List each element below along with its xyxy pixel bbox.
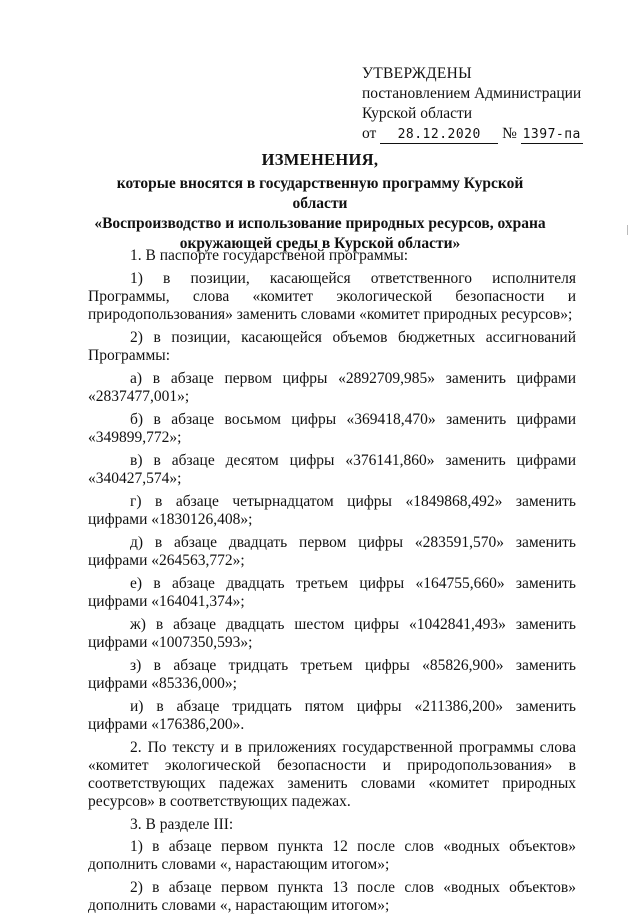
title-line-3: окружающей среды в Курской области» [179, 235, 461, 252]
paragraph-14: 3. В разделе III: [130, 816, 234, 833]
approval-block [362, 64, 602, 144]
decree-date: 28.12.2020 [380, 127, 498, 144]
approval-date-line [362, 124, 602, 144]
paragraph-8: д) в абзаце двадцать первом цифры «283591,570» заменить цифрами «264563,772»; [88, 534, 576, 569]
document-title [88, 150, 552, 254]
margin-mark [627, 225, 631, 235]
approval-decree: постановлением Администрации [362, 85, 582, 102]
paragraph-1: 1. В паспорте государственой программы: [130, 247, 409, 264]
title-line-1: которые вносятся в государственную программу Курской области [116, 175, 524, 212]
title-line-2: «Воспроизводство и использование природных ресурсов, охрана [94, 215, 546, 232]
paragraph-4: а) в абзаце первом цифры «2892709,985» заменить цифрами «2837477,001»; [88, 370, 576, 405]
paragraph-3: 2) в позиции, касающейся объемов бюджетных ассигнований Программы: [88, 329, 576, 364]
paragraph-9: е) в абзаце двадцать третьем цифры «164755,660» заменить цифрами «164041,374»; [88, 575, 576, 610]
number-label: № [502, 125, 517, 142]
approval-region: Курской области [362, 105, 473, 122]
paragraph-5: б) в абзаце восьмом цифры «369418,470» заменить цифрами «349899,772»; [88, 411, 576, 446]
paragraph-13: 2. По тексту и в приложениях государственной программы слова «комитет экологической безопасности и природопользования» в соответствующих падежах заменить словами «комитет природных ресурсов» в соответствующих падежах. [88, 739, 576, 810]
paragraph-6: в) в абзаце десятом цифры «376141,860» заменить цифрами «340427,574»; [88, 452, 576, 487]
decree-number: 1397-па [522, 127, 581, 142]
from-label: от [362, 125, 377, 142]
paragraph-7: г) в абзаце четырнадцатом цифры «1849868,492» заменить цифрами «1830126,408»; [88, 493, 576, 528]
paragraph-11: з) в абзаце тридцать третьем цифры «85826,900» заменить цифрами «85336,000»; [88, 657, 576, 692]
paragraph-12: и) в абзаце тридцать пятом цифры «211386,200» заменить цифрами «176386,200». [88, 698, 576, 733]
title-heading: ИЗМЕНЕНИЯ, [261, 150, 379, 169]
approval-heading: УТВЕРЖДЕНЫ [362, 65, 472, 82]
paragraph-15: 1) в абзаце первом пункта 12 после слов «водных объектов» дополнить словами «, нарастающим итогом»; [88, 838, 576, 873]
paragraph-16: 2) в абзаце первом пункта 13 после слов «водных объектов» дополнить словами «, нарастающим итогом»; [88, 879, 576, 914]
paragraph-2: 1) в позиции, касающейся ответственного исполнителя Программы, слова «комитет экологической безопасности и природопользования» заменить словами «комитет природных ресурсов»; [88, 270, 576, 323]
paragraph-10: ж) в абзаце двадцать шестом цифры «1042841,493» заменить цифрами «1007350,593»; [88, 616, 576, 651]
document-body [88, 247, 576, 920]
